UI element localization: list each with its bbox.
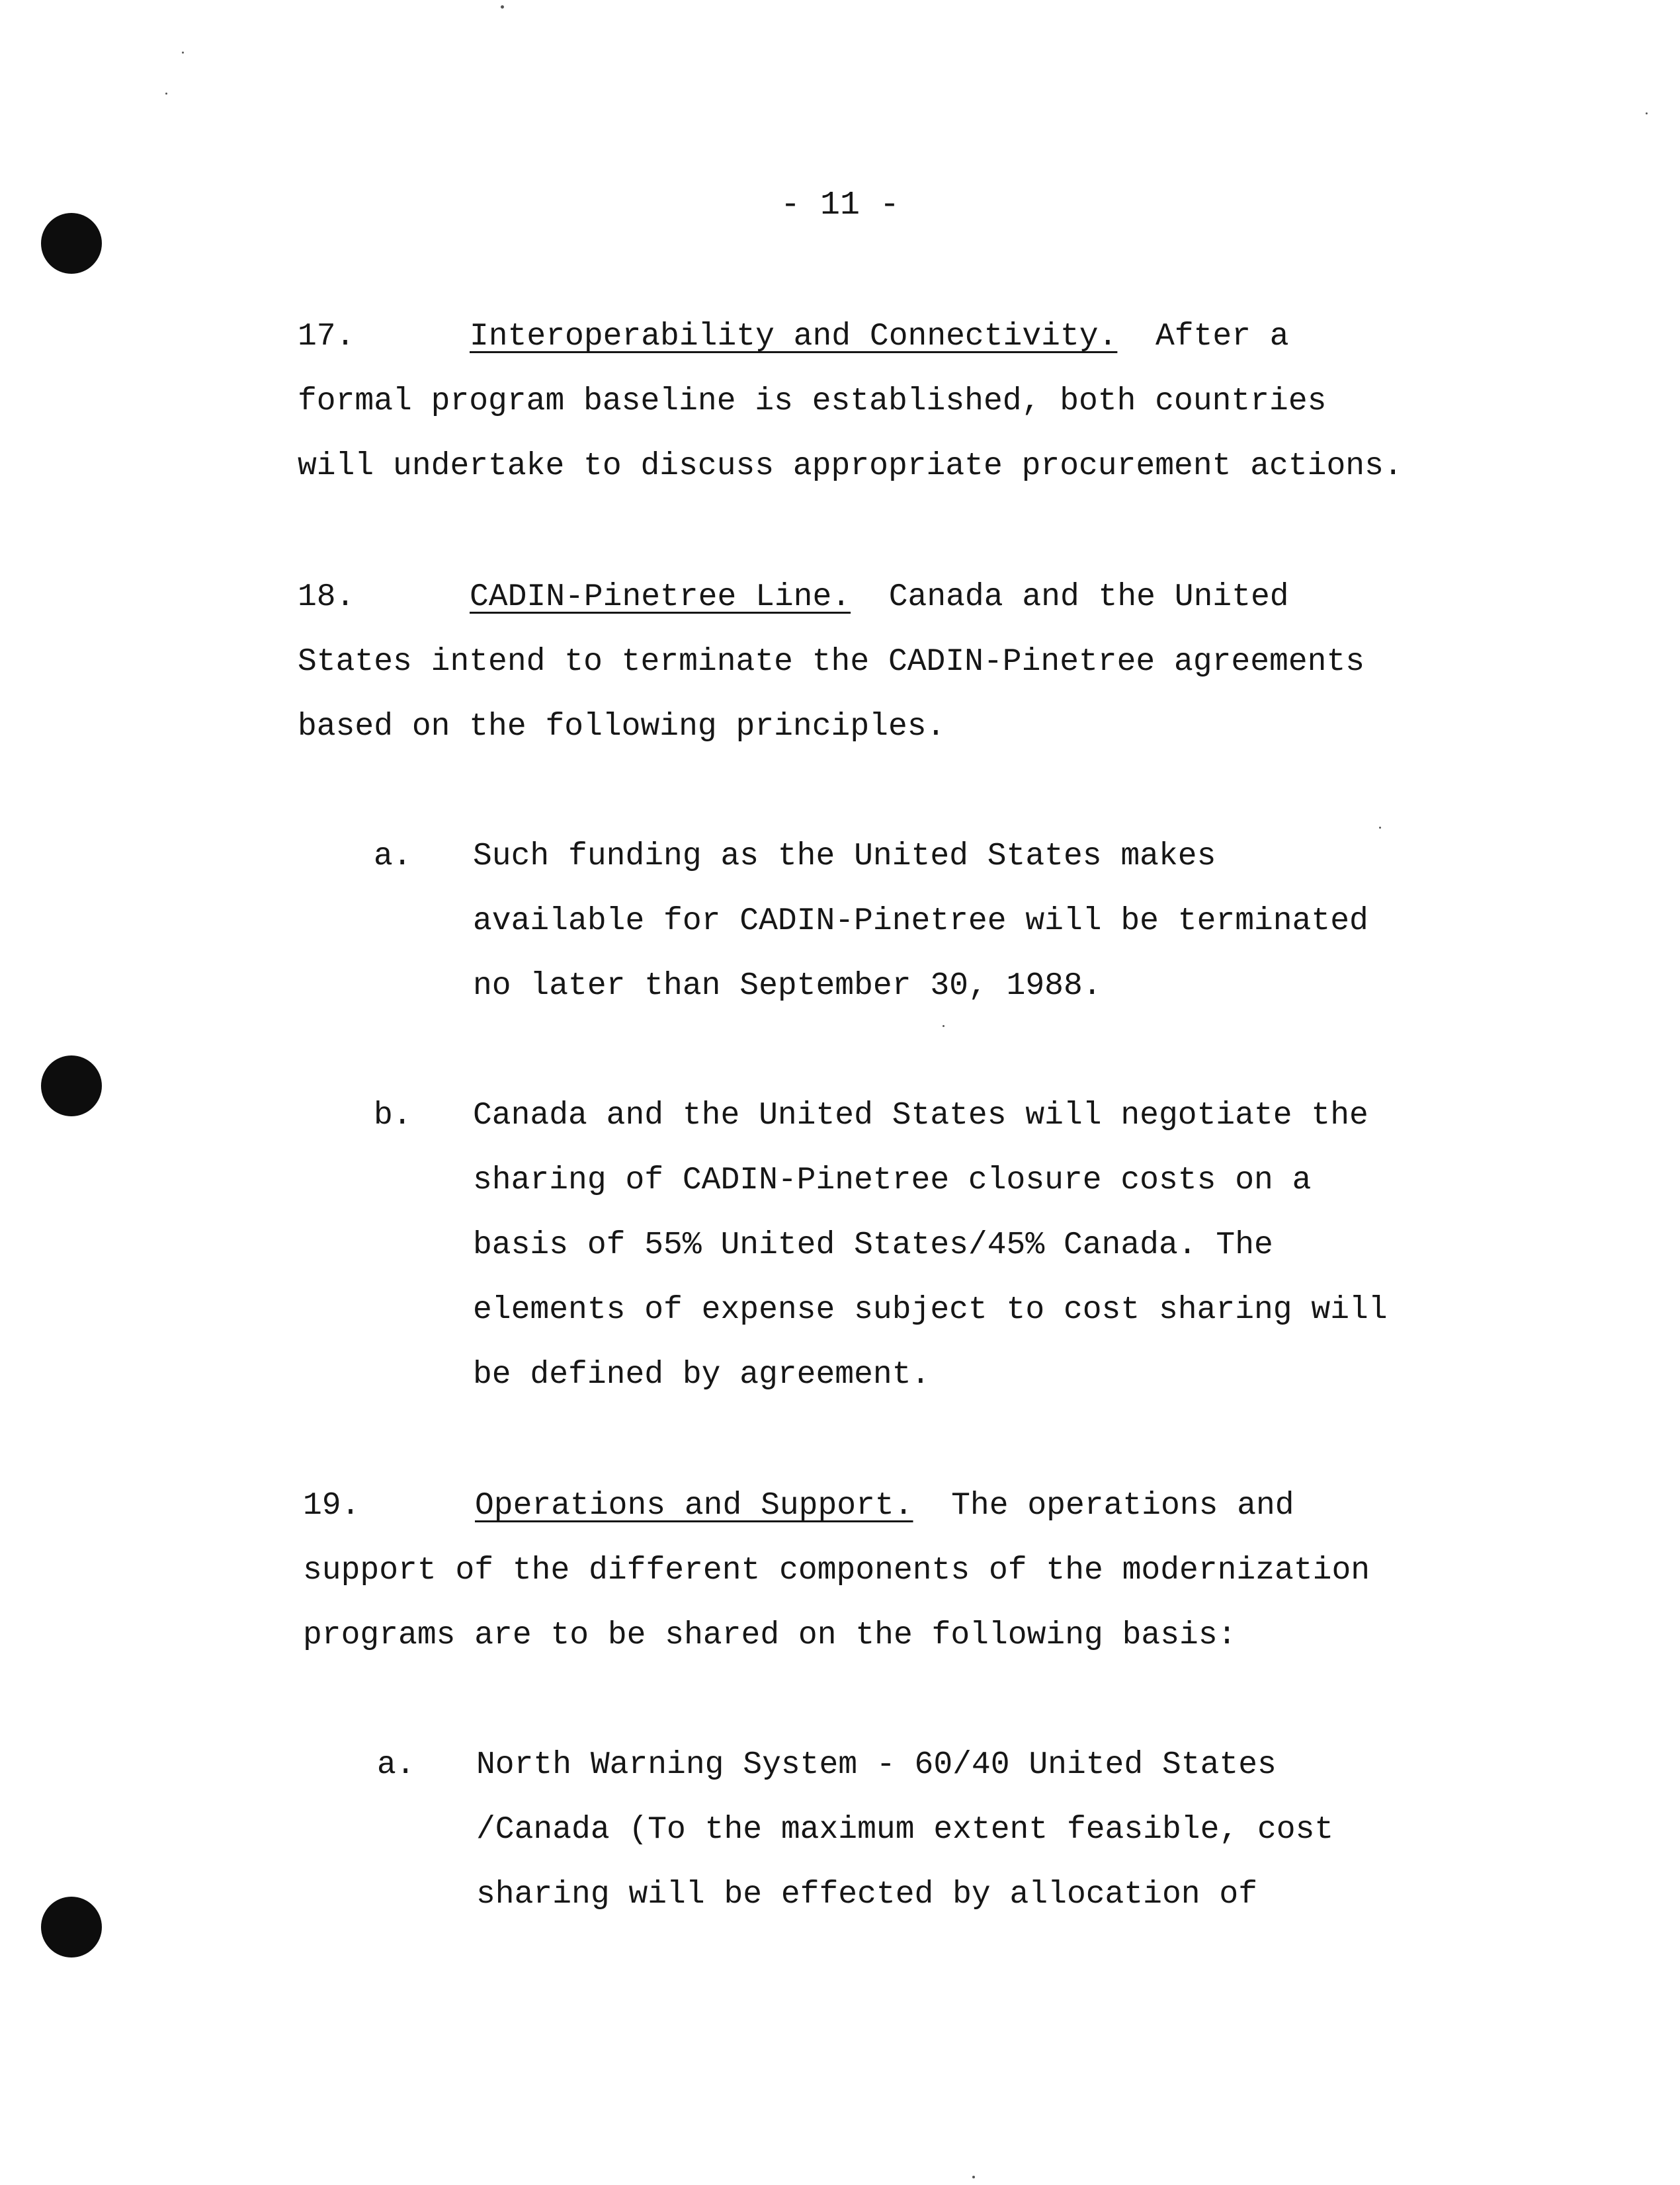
scan-speck xyxy=(501,5,504,9)
section-17 xyxy=(298,304,1462,499)
section-text: The operations and xyxy=(951,1488,1294,1524)
scan-speck xyxy=(1646,112,1648,114)
item-text-line: no later than September 30, 1988. xyxy=(473,968,1102,1004)
scan-speck xyxy=(1379,827,1381,829)
section-text: Canada and the United xyxy=(888,579,1289,615)
section-text-line: will undertake to discuss appropriate procurement actions. xyxy=(298,448,1403,484)
punch-hole-bottom xyxy=(41,1897,102,1958)
scan-speck xyxy=(182,52,184,54)
item-body xyxy=(473,824,1368,1018)
section-heading: CADIN-Pinetree Line. xyxy=(470,579,851,615)
item-text-line: /Canada (To the maximum extent feasible, cost xyxy=(476,1812,1334,1848)
item-text-line: sharing will be effected by allocation of xyxy=(476,1877,1257,1913)
item-text-line: sharing of CADIN-Pinetree closure costs on a xyxy=(473,1163,1312,1198)
section-17-first-line xyxy=(298,304,1462,369)
scan-speck xyxy=(972,2176,975,2178)
item-text-line: Canada and the United States will negotiate the xyxy=(473,1098,1368,1134)
scan-speck xyxy=(165,93,167,95)
punch-hole-middle xyxy=(41,1055,102,1116)
section-number: 19. xyxy=(303,1488,360,1524)
page-number: - 11 - xyxy=(780,186,900,224)
section-text-line: support of the different components of the modernization xyxy=(303,1553,1370,1588)
section-text-line: formal program baseline is established, both countries xyxy=(298,384,1327,419)
section-heading: Interoperability and Connectivity. xyxy=(470,319,1118,354)
section-text-line: States intend to terminate the CADIN-Pinetree agreements xyxy=(298,644,1365,680)
section-number: 17. xyxy=(298,319,355,354)
section-text: After a xyxy=(1155,319,1289,354)
item-body xyxy=(476,1733,1333,1927)
item-text-line: available for CADIN-Pinetree will be terminated xyxy=(473,903,1368,939)
section-19-first-line xyxy=(303,1473,1467,1538)
item-letter: a. xyxy=(377,1747,415,1783)
item-letter: a. xyxy=(374,839,412,874)
item-text-line: North Warning System - 60/40 United States xyxy=(476,1747,1277,1783)
item-text-line: basis of 55% United States/45% Canada. The xyxy=(473,1227,1273,1263)
section-text-line: based on the following principles. xyxy=(298,709,946,745)
item-letter: b. xyxy=(374,1098,412,1134)
section-19 xyxy=(303,1473,1467,1668)
section-18 xyxy=(298,565,1462,759)
section-heading: Operations and Support. xyxy=(475,1488,913,1524)
section-18-first-line xyxy=(298,565,1462,630)
item-text-line: be defined by agreement. xyxy=(473,1357,931,1393)
section-number: 18. xyxy=(298,579,355,615)
item-body xyxy=(473,1083,1388,1407)
item-text-line: elements of expense subject to cost sharing will xyxy=(473,1292,1388,1328)
item-text-line: Such funding as the United States makes xyxy=(473,839,1216,874)
scan-speck xyxy=(943,1025,945,1027)
section-text-line: programs are to be shared on the following basis: xyxy=(303,1618,1237,1653)
